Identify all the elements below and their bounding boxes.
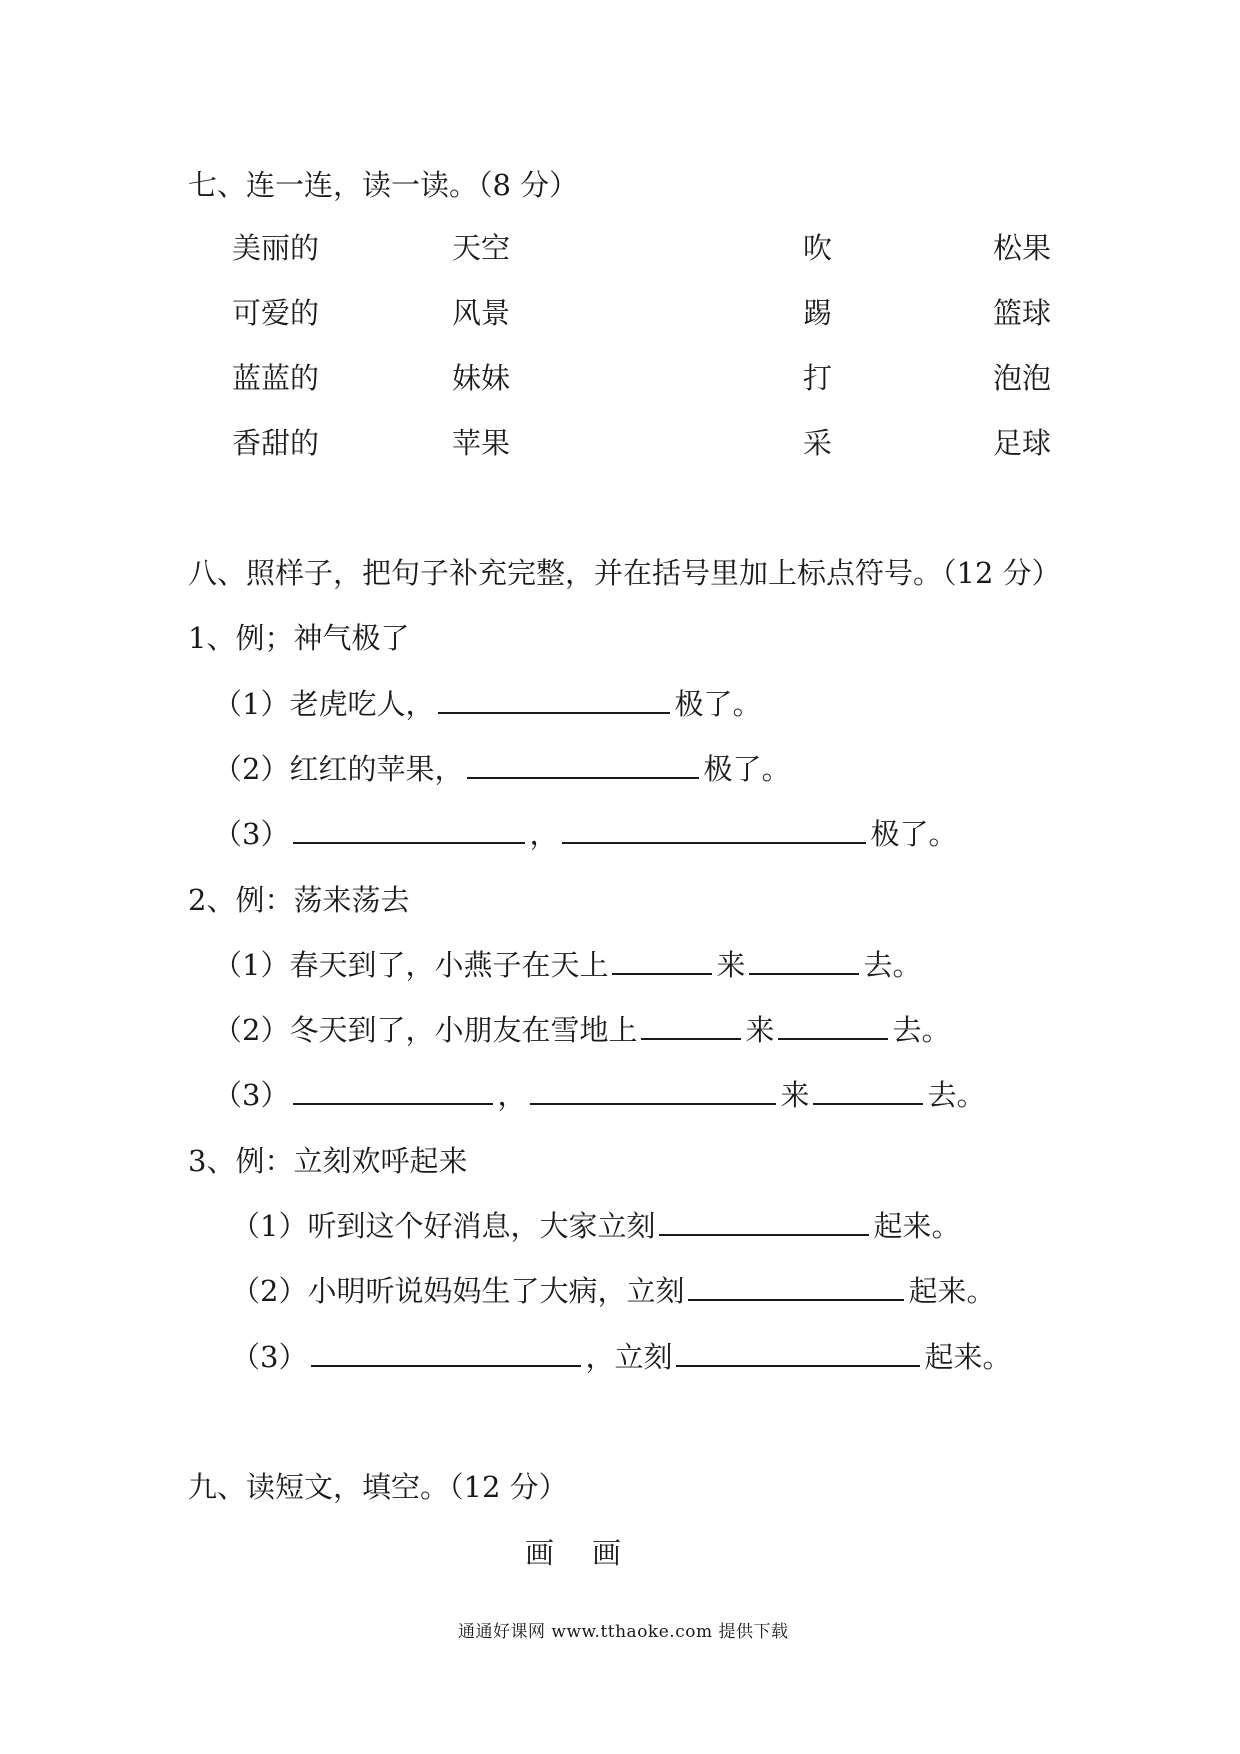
match-adj-1: 美丽的 — [232, 231, 320, 265]
ex1-item-1 — [213, 684, 761, 724]
match-adj-3: 蓝蓝的 — [232, 361, 320, 395]
ex3-item-1-tail: 起来。 — [873, 1209, 961, 1243]
ex2-item-2-blank-b[interactable] — [778, 1010, 888, 1040]
ex2-item-3-mid: 来 — [780, 1078, 810, 1112]
ex2-item-3-blank-c[interactable] — [813, 1075, 923, 1105]
ex2-item-1 — [213, 945, 921, 985]
ex2-item-3 — [213, 1075, 986, 1115]
ex2-item-3-blank-a[interactable] — [293, 1075, 493, 1105]
ex2-item-1-mid: 来 — [716, 948, 746, 982]
match-obj-4: 足球 — [993, 426, 1052, 460]
match-obj-3: 泡泡 — [993, 361, 1052, 395]
ex1-item-1-blank[interactable] — [438, 684, 670, 714]
ex1-item-1-lead: （1）老虎吃人， — [213, 687, 435, 721]
ex2-item-1-blank-a[interactable] — [612, 945, 712, 975]
example-1-label: 1、例；神气极了 — [188, 621, 410, 655]
ex3-item-2-blank[interactable] — [688, 1271, 904, 1301]
ex3-item-3-lead: （3） — [231, 1340, 308, 1374]
ex2-item-3-tail: 去。 — [927, 1078, 986, 1112]
ex1-item-3-blank-a[interactable] — [293, 814, 525, 844]
match-noun-4: 苹果 — [452, 426, 511, 460]
ex2-item-2-lead: （2）冬天到了，小朋友在雪地上 — [213, 1013, 638, 1047]
section-9-heading: 九、读短文，填空。（12 分） — [188, 1470, 568, 1504]
ex3-item-2-lead: （2）小明听说妈妈生了大病，立刻 — [231, 1274, 685, 1308]
match-obj-2: 篮球 — [993, 296, 1052, 330]
example-2-label: 2、例：荡来荡去 — [188, 883, 410, 917]
ex3-item-3 — [231, 1337, 1011, 1377]
match-verb-1: 吹 — [803, 231, 833, 265]
ex1-item-3-sep: ， — [529, 817, 559, 851]
match-adj-2: 可爱的 — [232, 296, 320, 330]
ex2-item-1-lead: （1）春天到了，小燕子在天上 — [213, 948, 609, 982]
example-3-label: 3、例：立刻欢呼起来 — [188, 1144, 468, 1178]
match-noun-1: 天空 — [452, 231, 511, 265]
ex1-item-2-lead: （2）红红的苹果， — [213, 752, 464, 786]
ex3-item-2 — [231, 1271, 995, 1311]
ex2-item-2 — [213, 1010, 950, 1050]
ex2-item-1-tail: 去。 — [863, 948, 922, 982]
ex2-item-3-lead: （3） — [213, 1078, 290, 1112]
footer-credit: 通通好课网 www.tthaoke.com 提供下载 — [458, 1622, 789, 1642]
match-verb-2: 踢 — [803, 296, 833, 330]
ex1-item-3-blank-b[interactable] — [562, 814, 866, 844]
ex1-item-2-blank[interactable] — [467, 749, 699, 779]
match-verb-3: 打 — [803, 361, 833, 395]
ex1-item-3-lead: （3） — [213, 817, 290, 851]
ex2-item-2-tail: 去。 — [892, 1013, 951, 1047]
ex1-item-2-tail: 极了。 — [703, 752, 791, 786]
ex2-item-3-blank-b[interactable] — [530, 1075, 776, 1105]
ex1-item-3 — [213, 814, 957, 854]
passage-title: 画画 — [525, 1536, 660, 1570]
ex2-item-2-mid: 来 — [745, 1013, 775, 1047]
ex1-item-1-tail: 极了。 — [674, 687, 762, 721]
ex3-item-1-lead: （1）听到这个好消息，大家立刻 — [231, 1209, 656, 1243]
ex1-item-2 — [213, 749, 790, 789]
ex3-item-3-blank-a[interactable] — [311, 1337, 581, 1367]
match-noun-2: 风景 — [452, 296, 511, 330]
ex3-item-3-mid: ，立刻 — [585, 1340, 673, 1374]
ex2-item-2-blank-a[interactable] — [641, 1010, 741, 1040]
ex3-item-2-tail: 起来。 — [908, 1274, 996, 1308]
match-obj-1: 松果 — [993, 231, 1052, 265]
match-verb-4: 采 — [803, 426, 833, 460]
ex3-item-3-tail: 起来。 — [924, 1340, 1012, 1374]
ex2-item-3-sep: ， — [497, 1078, 527, 1112]
section-8-heading: 八、照样子，把句子补充完整，并在括号里加上标点符号。（12 分） — [188, 556, 1061, 590]
ex3-item-1-blank[interactable] — [659, 1206, 869, 1236]
section-7-heading: 七、连一连，读一读。（8 分） — [188, 168, 579, 202]
ex2-item-1-blank-b[interactable] — [749, 945, 859, 975]
ex3-item-1 — [231, 1206, 960, 1246]
match-adj-4: 香甜的 — [232, 426, 320, 460]
ex3-item-3-blank-b[interactable] — [676, 1337, 920, 1367]
match-noun-3: 妹妹 — [452, 361, 511, 395]
ex1-item-3-tail: 极了。 — [870, 817, 958, 851]
